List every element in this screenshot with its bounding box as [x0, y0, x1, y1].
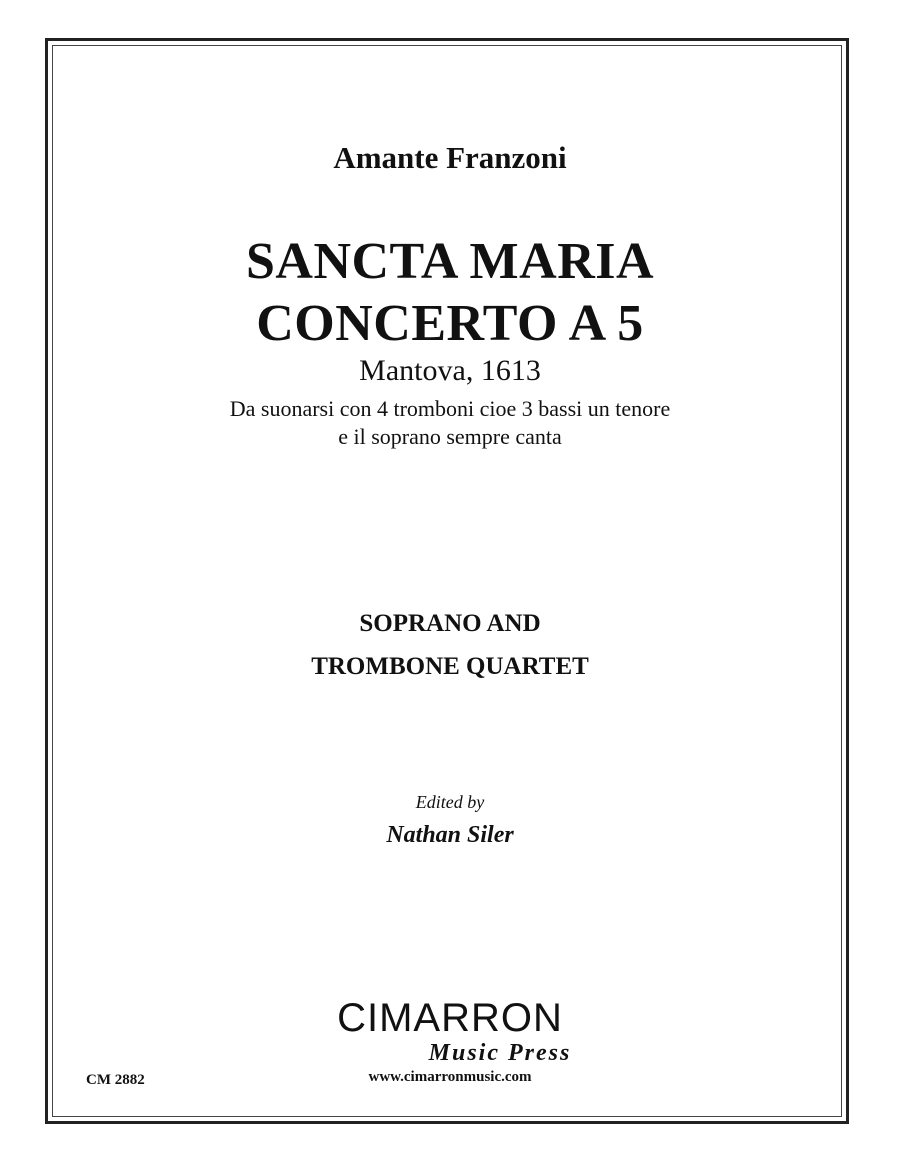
instrumentation-line-1: SOPRANO AND [359, 610, 541, 637]
description-line-2: e il soprano sempre canta [338, 424, 562, 449]
place-date: Mantova, 1613 [359, 354, 541, 387]
catalog-number: CM 2882 [86, 1072, 145, 1088]
edited-by-label: Edited by [415, 792, 485, 812]
page-border-inner [52, 45, 842, 1117]
composer-name: Amante Franzoni [333, 140, 567, 175]
title-line-1: SANCTA MARIA [245, 233, 655, 290]
publisher-logo-subtitle: Music Press [428, 1040, 572, 1066]
publisher-logo-name: CIMARRON [337, 996, 563, 1040]
editor-name: Nathan Siler [386, 822, 514, 848]
instrumentation-line-2: TROMBONE QUARTET [311, 653, 589, 680]
publisher-url: www.cimarronmusic.com [368, 1069, 532, 1085]
description-line-1: Da suonarsi con 4 tromboni cioe 3 bassi un tenore [229, 396, 671, 421]
title-line-2: CONCERTO A 5 [256, 295, 644, 352]
